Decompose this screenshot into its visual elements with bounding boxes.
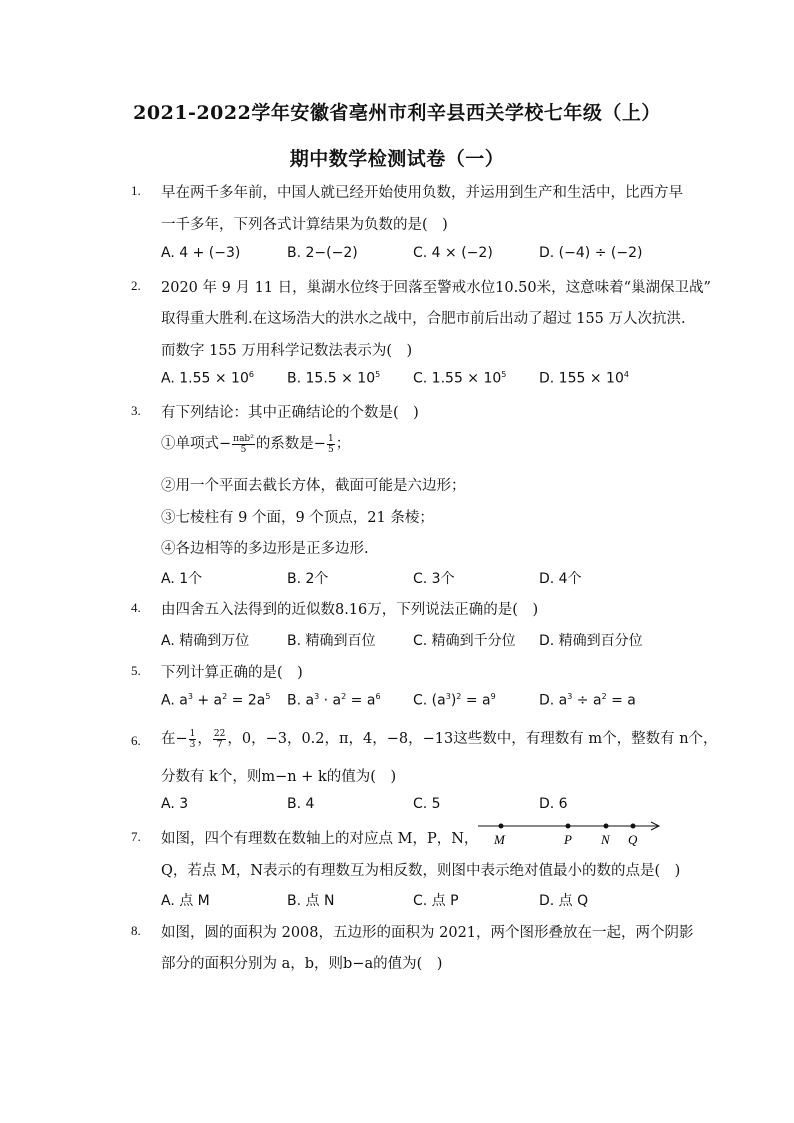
question-text: 由四舍五入法得到的近似数8.16万，下列说法正确的是( ) <box>161 602 539 618</box>
option-d[interactable]: D. 4个 <box>539 571 582 587</box>
question-text: 部分的面积分别为 a，b，则b−a的值为( ) <box>161 956 443 972</box>
point-n-dot <box>604 824 609 829</box>
option-a[interactable]: A. $1.55 \times 10^6$ <box>161 370 254 387</box>
option-b[interactable]: B. $a^3 \cdot a^2 = a^6$ <box>287 692 381 709</box>
number-line-figure <box>476 814 666 850</box>
question-number: 1. <box>131 183 141 198</box>
statement-2: ②用一个平面去截长方体，截面可能是六边形； <box>161 478 466 494</box>
option-c[interactable]: C. 3个 <box>413 571 455 587</box>
point-m-label: M <box>494 832 505 847</box>
question-text: 如图，圆的面积为 2008，五边形的面积为 2021，两个图形叠放在一起，两个阴影 <box>161 925 694 941</box>
option-d[interactable]: D. 精确到百分位 <box>539 633 643 649</box>
question-number: 7. <box>131 829 141 844</box>
option-c[interactable]: C. 点 P <box>413 893 459 909</box>
option-d[interactable]: D. 点 Q <box>539 893 589 909</box>
option-d[interactable]: D. $a^3 \div a^2 = a$ <box>539 692 636 709</box>
option-b[interactable]: B. 2−(−2) <box>287 245 358 261</box>
option-a[interactable]: A. 4 + (−3) <box>161 245 241 261</box>
point-p-dot <box>566 824 571 829</box>
option-b[interactable]: B. 精确到百位 <box>287 633 376 649</box>
question-text: 一千多年，下列各式计算结果为负数的是( ) <box>161 217 448 233</box>
question-text: 2020 年 9 月 11 日，巢湖水位终于回落至警戒水位10.50米，这意味着“巢湖保卫战” <box>161 280 711 296</box>
point-q-dot <box>631 824 636 829</box>
point-m-dot <box>499 824 504 829</box>
question-number: 2. <box>131 278 141 293</box>
question-text: 如图，四个有理数在数轴上的对应点 M，P，N， <box>161 831 479 847</box>
option-b[interactable]: B. $15.5 \times 10^5$ <box>287 370 381 387</box>
statement-1: ①单项式− $\frac{\text{πab²}}{5}$ 的系数是− $\frac{1}{5}$ ； <box>161 433 351 455</box>
option-d[interactable]: D. (−4) ÷ (−2) <box>539 245 643 261</box>
question-number: 8. <box>131 923 141 938</box>
question-text: 在− $\frac{1}{3}$ ， $\frac{22}{7}$ ，0，−3，0.2，π，4，−8，−13这些数中，有理数有 m个，整数有 n个， <box>161 728 718 750</box>
question-text: 分数有 k个，则m−n + k的值为( ) <box>161 769 397 785</box>
exam-title-line1: 2021-2022学年安徽省亳州市利辛县西关学校七年级（上） <box>133 102 661 124</box>
statement-4: ④各边相等的多边形是正多边形. <box>161 541 369 557</box>
question-text: 而数字 155 万用科学记数法表示为( ) <box>161 343 413 359</box>
option-c[interactable]: C. 5 <box>413 796 441 812</box>
option-b[interactable]: B. 2个 <box>287 571 329 587</box>
question-number: 3. <box>131 403 141 418</box>
option-a[interactable]: A. 1个 <box>161 571 203 587</box>
question-text: 取得重大胜利.在这场浩大的洪水之战中，合肥市前后出动了超过 155 万人次抗洪. <box>161 311 686 327</box>
option-a[interactable]: A. $a^3 + a^2 = 2a^5$ <box>161 692 271 709</box>
point-p-label: P <box>564 832 572 847</box>
question-text: 早在两千多年前，中国人就已经开始使用负数，并运用到生产和生活中，比西方早 <box>161 185 683 201</box>
option-d[interactable]: D. 6 <box>539 796 568 812</box>
question-number: 4. <box>131 600 141 615</box>
option-a[interactable]: A. 3 <box>161 796 189 812</box>
option-b[interactable]: B. 点 N <box>287 893 335 909</box>
point-n-label: N <box>601 832 610 847</box>
question-text: 有下列结论：其中正确结论的个数是( ) <box>161 405 419 421</box>
question-text: Q，若点 M，N表示的有理数互为相反数，则图中表示绝对值最小的数的点是( ) <box>161 863 681 879</box>
question-number: 6. <box>131 733 141 748</box>
option-b[interactable]: B. 4 <box>287 796 315 812</box>
option-a[interactable]: A. 点 M <box>161 893 210 909</box>
point-q-label: Q <box>628 832 638 847</box>
option-d[interactable]: D. $155 \times 10^4$ <box>539 370 629 387</box>
option-c[interactable]: C. $1.55 \times 10^5$ <box>413 370 507 387</box>
question-text: 下列计算正确的是( ) <box>161 665 303 681</box>
exam-title-line2: 期中数学检测试卷（一） <box>289 148 505 170</box>
option-a[interactable]: A. 精确到万位 <box>161 633 250 649</box>
option-c[interactable]: C. $(a^3)^2 = a^9$ <box>413 692 496 709</box>
statement-3: ③七棱柱有 9 个面，9 个顶点，21 条棱； <box>161 510 434 526</box>
option-c[interactable]: C. 4 × (−2) <box>413 245 493 261</box>
option-c[interactable]: C. 精确到千分位 <box>413 633 516 649</box>
question-number: 5. <box>131 663 141 678</box>
